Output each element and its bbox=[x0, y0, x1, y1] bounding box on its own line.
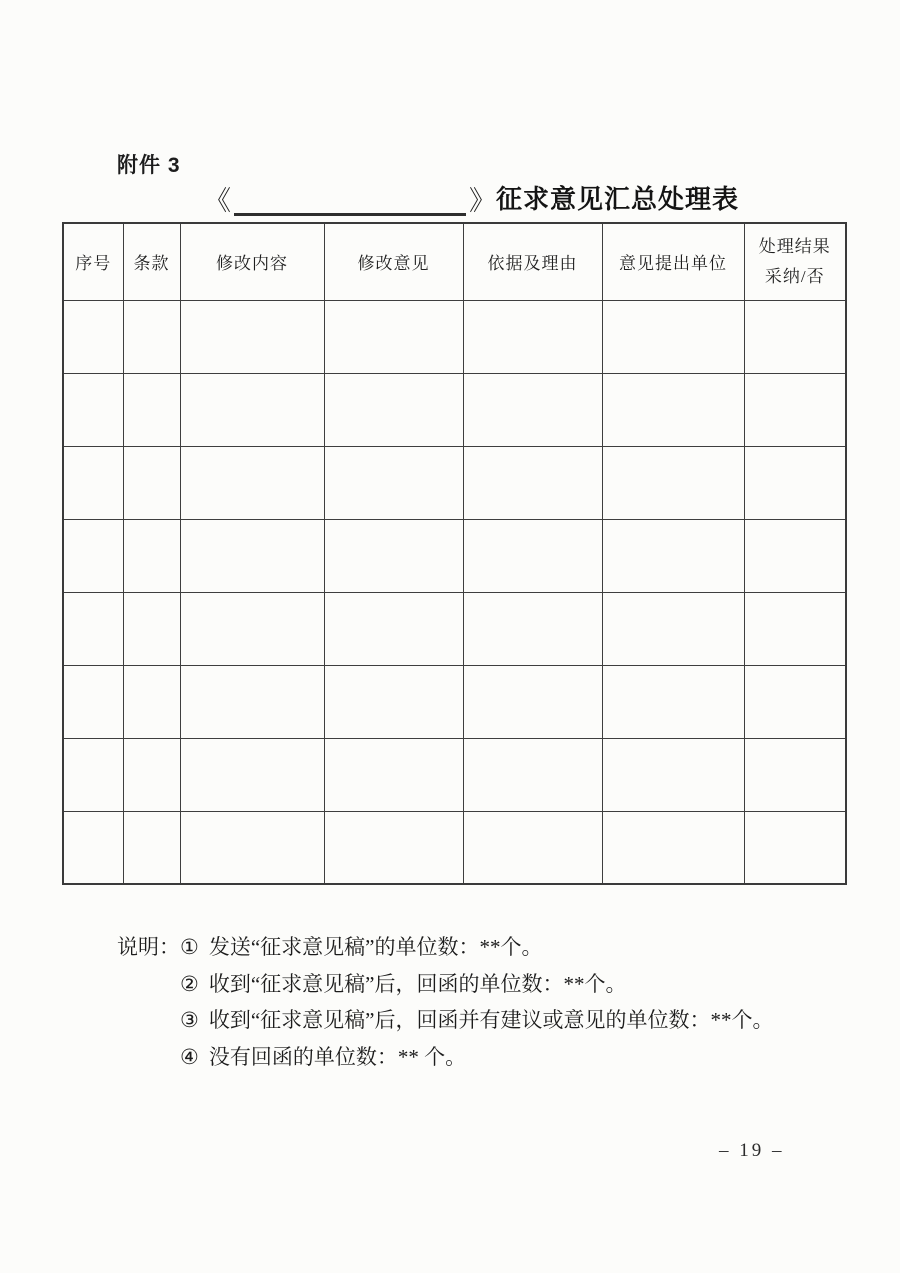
table-cell bbox=[463, 811, 602, 884]
table-cell bbox=[463, 300, 602, 373]
table-row bbox=[63, 738, 846, 811]
table-cell bbox=[180, 592, 324, 665]
title-blank-underline bbox=[234, 186, 466, 216]
note-text-3: 收到“征求意见稿”后，回函并有建议或意见的单位数：**个。 bbox=[208, 1008, 774, 1032]
header-modification-opinion: 修改意见 bbox=[324, 223, 463, 300]
table-cell bbox=[123, 665, 180, 738]
table-cell bbox=[324, 519, 463, 592]
table-cell bbox=[324, 665, 463, 738]
table-row bbox=[63, 811, 846, 884]
table-cell bbox=[180, 738, 324, 811]
table-header-row bbox=[63, 223, 846, 300]
table-cell bbox=[744, 300, 846, 373]
table-cell bbox=[463, 373, 602, 446]
header-processing-result-line1: 处理结果 bbox=[758, 236, 831, 256]
table-cell bbox=[63, 811, 123, 884]
table-cell bbox=[744, 373, 846, 446]
note-number-4: ④ bbox=[180, 1044, 199, 1069]
header-clause: 条款 bbox=[123, 223, 180, 300]
table-row bbox=[63, 665, 846, 738]
note-item bbox=[180, 966, 773, 1003]
attachment-label: 附件 3 bbox=[117, 154, 181, 177]
table-cell bbox=[180, 446, 324, 519]
table-cell bbox=[324, 373, 463, 446]
table-cell bbox=[463, 446, 602, 519]
table-cell bbox=[324, 811, 463, 884]
table-cell bbox=[180, 373, 324, 446]
table-cell bbox=[602, 446, 744, 519]
table-cell bbox=[744, 519, 846, 592]
table-cell bbox=[744, 592, 846, 665]
table-cell bbox=[463, 592, 602, 665]
table-cell bbox=[602, 519, 744, 592]
table-cell bbox=[602, 665, 744, 738]
table-cell bbox=[180, 519, 324, 592]
comment-summary-table bbox=[62, 222, 847, 885]
header-basis-and-reason: 依据及理由 bbox=[463, 223, 602, 300]
document-title bbox=[204, 182, 739, 218]
header-processing-result bbox=[744, 223, 846, 300]
table-cell bbox=[602, 300, 744, 373]
note-item bbox=[180, 1039, 773, 1076]
table-cell bbox=[602, 373, 744, 446]
table-cell bbox=[744, 446, 846, 519]
table-row bbox=[63, 373, 846, 446]
table-cell bbox=[744, 665, 846, 738]
notes-label: 说明： bbox=[117, 935, 180, 959]
table-cell bbox=[463, 738, 602, 811]
table-cell bbox=[123, 300, 180, 373]
note-text-4: 没有回函的单位数：** 个。 bbox=[208, 1044, 467, 1069]
table-row bbox=[63, 519, 846, 592]
table-cell bbox=[123, 519, 180, 592]
table-cell bbox=[63, 300, 123, 373]
header-modified-content: 修改内容 bbox=[180, 223, 324, 300]
table-row bbox=[63, 446, 846, 519]
table-cell bbox=[63, 373, 123, 446]
table-cell bbox=[63, 446, 123, 519]
note-item bbox=[180, 929, 773, 966]
title-close-bracket: 》 bbox=[469, 186, 496, 216]
note-text-1: 发送“征求意见稿”的单位数：**个。 bbox=[208, 935, 543, 959]
table-cell bbox=[602, 811, 744, 884]
table-cell bbox=[463, 519, 602, 592]
table-cell bbox=[744, 811, 846, 884]
note-number-2: ② bbox=[180, 971, 199, 996]
table-cell bbox=[744, 738, 846, 811]
table-row bbox=[63, 592, 846, 665]
note-text-2: 收到“征求意见稿”后，回函的单位数：**个。 bbox=[208, 971, 627, 996]
table-cell bbox=[180, 300, 324, 373]
table-cell bbox=[123, 592, 180, 665]
table-row bbox=[63, 300, 846, 373]
table-cell bbox=[324, 300, 463, 373]
header-proposing-unit: 意见提出单位 bbox=[602, 223, 744, 300]
notes-section bbox=[117, 929, 773, 1075]
note-item bbox=[180, 1002, 773, 1039]
table-cell bbox=[324, 592, 463, 665]
table-cell bbox=[123, 811, 180, 884]
notes-list bbox=[180, 929, 773, 1075]
table-cell bbox=[63, 592, 123, 665]
table-cell bbox=[123, 738, 180, 811]
header-processing-result-line2: 采纳/否 bbox=[764, 266, 825, 286]
table-cell bbox=[123, 373, 180, 446]
table-cell bbox=[123, 446, 180, 519]
header-serial-number: 序号 bbox=[63, 223, 123, 300]
note-number-3: ③ bbox=[180, 1008, 199, 1032]
table-cell bbox=[63, 665, 123, 738]
page-number: – 19 – bbox=[719, 1140, 785, 1161]
note-number-1: ① bbox=[180, 935, 199, 959]
table-cell bbox=[180, 811, 324, 884]
table-cell bbox=[602, 592, 744, 665]
table-body bbox=[63, 300, 846, 884]
table-cell bbox=[63, 738, 123, 811]
table-cell bbox=[180, 665, 324, 738]
table-cell bbox=[324, 738, 463, 811]
table-cell bbox=[324, 446, 463, 519]
table-cell bbox=[463, 665, 602, 738]
title-open-bracket: 《 bbox=[204, 186, 231, 216]
table-cell bbox=[602, 738, 744, 811]
table-cell bbox=[63, 519, 123, 592]
title-text: 征求意见汇总处理表 bbox=[496, 185, 740, 214]
